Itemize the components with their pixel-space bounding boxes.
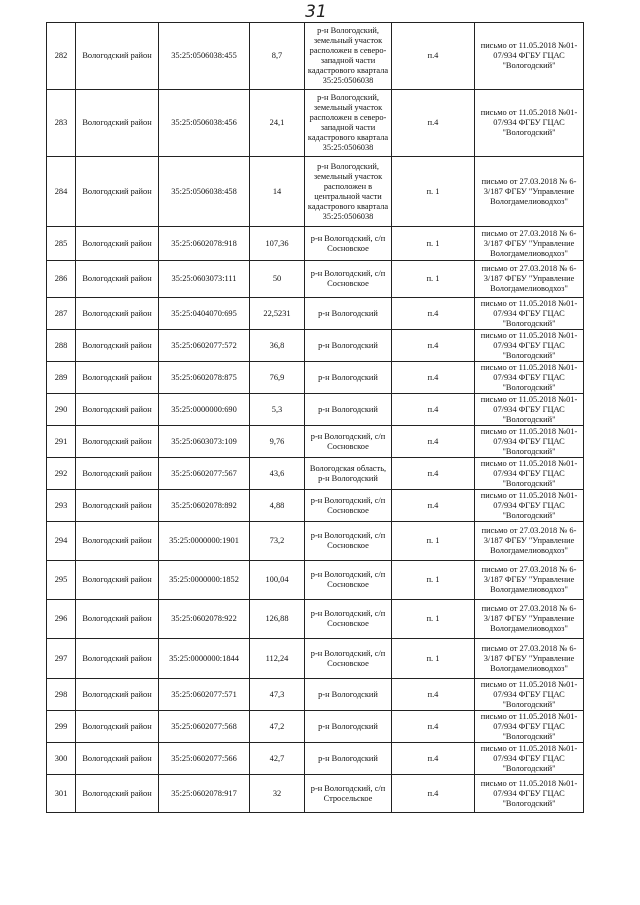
row-number-cell: 283 <box>47 90 76 157</box>
district-cell: Вологодский район <box>76 227 159 261</box>
area-cell: 14 <box>250 157 305 227</box>
row-number-cell: 282 <box>47 23 76 90</box>
table-row <box>47 157 584 227</box>
document-cell: письмо от 11.05.2018 №01-07/934 ФГБУ ГЦАС "Вологодский" <box>475 711 584 743</box>
row-number-cell: 284 <box>47 157 76 227</box>
district-cell: Вологодский район <box>76 261 159 298</box>
table-row <box>47 775 584 813</box>
location-cell: р-н Вологодский, с/п Стросельское <box>305 775 392 813</box>
point-cell: п.4 <box>392 743 475 775</box>
district-cell: Вологодский район <box>76 157 159 227</box>
document-cell: письмо от 11.05.2018 №01-07/934 ФГБУ ГЦАС "Вологодский" <box>475 362 584 394</box>
cadastral-number-cell: 35:25:0602077:572 <box>159 330 250 362</box>
point-cell: п.4 <box>392 711 475 743</box>
table-row <box>47 490 584 522</box>
table-row <box>47 639 584 679</box>
document-cell: письмо от 11.05.2018 №01-07/934 ФГБУ ГЦАС "Вологодский" <box>475 458 584 490</box>
area-cell: 4,88 <box>250 490 305 522</box>
cadastral-number-cell: 35:25:0602078:892 <box>159 490 250 522</box>
area-cell: 47,3 <box>250 679 305 711</box>
table-row <box>47 561 584 600</box>
point-cell: п. 1 <box>392 639 475 679</box>
row-number-cell: 288 <box>47 330 76 362</box>
location-cell: р-н Вологодский, с/п Сосновское <box>305 522 392 561</box>
cadastral-number-cell: 35:25:0602078:918 <box>159 227 250 261</box>
row-number-cell: 287 <box>47 298 76 330</box>
table-row <box>47 426 584 458</box>
district-cell: Вологодский район <box>76 426 159 458</box>
district-cell: Вологодский район <box>76 330 159 362</box>
point-cell: п.4 <box>392 490 475 522</box>
area-cell: 47,2 <box>250 711 305 743</box>
row-number-cell: 290 <box>47 394 76 426</box>
area-cell: 107,36 <box>250 227 305 261</box>
row-number-cell: 298 <box>47 679 76 711</box>
cadastral-number-cell: 35:25:0506038:456 <box>159 90 250 157</box>
table-row <box>47 298 584 330</box>
table-row <box>47 394 584 426</box>
cadastral-number-cell: 35:25:0602077:571 <box>159 679 250 711</box>
cadastral-number-cell: 35:25:0602077:567 <box>159 458 250 490</box>
table-row <box>47 227 584 261</box>
cadastral-number-cell: 35:25:0000000:1844 <box>159 639 250 679</box>
area-cell: 112,24 <box>250 639 305 679</box>
district-cell: Вологодский район <box>76 561 159 600</box>
cadastral-number-cell: 35:25:0602078:875 <box>159 362 250 394</box>
cadastral-number-cell: 35:25:0000000:1901 <box>159 522 250 561</box>
area-cell: 42,7 <box>250 743 305 775</box>
point-cell: п.4 <box>392 458 475 490</box>
table-row <box>47 522 584 561</box>
row-number-cell: 285 <box>47 227 76 261</box>
cadastral-number-cell: 35:25:0404070:695 <box>159 298 250 330</box>
location-cell: р-н Вологодский <box>305 679 392 711</box>
point-cell: п.4 <box>392 426 475 458</box>
land-plots-table <box>46 22 584 813</box>
area-cell: 100,04 <box>250 561 305 600</box>
cadastral-number-cell: 35:25:0602078:917 <box>159 775 250 813</box>
cadastral-number-cell: 35:25:0602077:566 <box>159 743 250 775</box>
point-cell: п.4 <box>392 90 475 157</box>
point-cell: п.4 <box>392 298 475 330</box>
cadastral-number-cell: 35:25:0602077:568 <box>159 711 250 743</box>
document-cell: письмо от 11.05.2018 №01-07/934 ФГБУ ГЦАС "Вологодский" <box>475 490 584 522</box>
location-cell: р-н Вологодский, с/п Сосновское <box>305 426 392 458</box>
district-cell: Вологодский район <box>76 522 159 561</box>
document-cell: письмо от 11.05.2018 №01-07/934 ФГБУ ГЦАС "Вологодский" <box>475 90 584 157</box>
cadastral-number-cell: 35:25:0000000:690 <box>159 394 250 426</box>
location-cell: р-н Вологодский, с/п Сосновское <box>305 261 392 298</box>
row-number-cell: 291 <box>47 426 76 458</box>
document-cell: письмо от 27.03.2018 № 6-3/187 ФГБУ "Управление Вологдамелиоводхоз" <box>475 261 584 298</box>
location-cell: р-н Вологодский <box>305 330 392 362</box>
table-row <box>47 330 584 362</box>
document-cell: письмо от 11.05.2018 №01-07/934 ФГБУ ГЦАС "Вологодский" <box>475 298 584 330</box>
district-cell: Вологодский район <box>76 679 159 711</box>
district-cell: Вологодский район <box>76 775 159 813</box>
location-cell: р-н Вологодский, с/п Сосновское <box>305 600 392 639</box>
row-number-cell: 292 <box>47 458 76 490</box>
point-cell: п.4 <box>392 394 475 426</box>
document-cell: письмо от 27.03.2018 № 6-3/187 ФГБУ "Управление Вологдамелиоводхоз" <box>475 227 584 261</box>
table-row <box>47 711 584 743</box>
point-cell: п. 1 <box>392 261 475 298</box>
point-cell: п. 1 <box>392 600 475 639</box>
document-cell: письмо от 27.03.2018 № 6-3/187 ФГБУ "Управление Вологдамелиоводхоз" <box>475 639 584 679</box>
table-row <box>47 458 584 490</box>
location-cell: Вологодская область, р-н Вологодский <box>305 458 392 490</box>
district-cell: Вологодский район <box>76 458 159 490</box>
area-cell: 43,6 <box>250 458 305 490</box>
point-cell: п. 1 <box>392 157 475 227</box>
table-row <box>47 90 584 157</box>
row-number-cell: 299 <box>47 711 76 743</box>
location-cell: р-н Вологодский, земельный участок расположен в центральной части кадастрового квартала 35:25:0506038 <box>305 157 392 227</box>
row-number-cell: 300 <box>47 743 76 775</box>
area-cell: 36,8 <box>250 330 305 362</box>
location-cell: р-н Вологодский <box>305 362 392 394</box>
area-cell: 76,9 <box>250 362 305 394</box>
document-cell: письмо от 27.03.2018 № 6-3/187 ФГБУ "Управление Вологдамелиоводхоз" <box>475 157 584 227</box>
row-number-cell: 286 <box>47 261 76 298</box>
location-cell: р-н Вологодский, земельный участок расположен в северо-западной части кадастрового квартала 35:25:0506038 <box>305 23 392 90</box>
point-cell: п. 1 <box>392 561 475 600</box>
document-cell: письмо от 11.05.2018 №01-07/934 ФГБУ ГЦАС "Вологодский" <box>475 775 584 813</box>
cadastral-number-cell: 35:25:0506038:455 <box>159 23 250 90</box>
table-row <box>47 743 584 775</box>
point-cell: п. 1 <box>392 227 475 261</box>
document-cell: письмо от 11.05.2018 №01-07/934 ФГБУ ГЦАС "Вологодский" <box>475 743 584 775</box>
table-row <box>47 679 584 711</box>
point-cell: п.4 <box>392 775 475 813</box>
location-cell: р-н Вологодский, с/п Сосновское <box>305 227 392 261</box>
cadastral-number-cell: 35:25:0000000:1852 <box>159 561 250 600</box>
district-cell: Вологодский район <box>76 600 159 639</box>
location-cell: р-н Вологодский <box>305 711 392 743</box>
area-cell: 73,2 <box>250 522 305 561</box>
document-cell: письмо от 11.05.2018 №01-07/934 ФГБУ ГЦАС "Вологодский" <box>475 679 584 711</box>
location-cell: р-н Вологодский <box>305 394 392 426</box>
point-cell: п.4 <box>392 362 475 394</box>
point-cell: п. 1 <box>392 522 475 561</box>
row-number-cell: 301 <box>47 775 76 813</box>
area-cell: 9,76 <box>250 426 305 458</box>
table-row <box>47 362 584 394</box>
page-number: 31 <box>305 2 327 22</box>
document-cell: письмо от 27.03.2018 № 6-3/187 ФГБУ "Управление Вологдамелиоводхоз" <box>475 561 584 600</box>
location-cell: р-н Вологодский, с/п Сосновское <box>305 490 392 522</box>
point-cell: п.4 <box>392 23 475 90</box>
row-number-cell: 293 <box>47 490 76 522</box>
document-cell: письмо от 27.03.2018 № 6-3/187 ФГБУ "Управление Вологдамелиоводхоз" <box>475 600 584 639</box>
area-cell: 5,3 <box>250 394 305 426</box>
table-row <box>47 600 584 639</box>
cadastral-number-cell: 35:25:0602078:922 <box>159 600 250 639</box>
row-number-cell: 297 <box>47 639 76 679</box>
row-number-cell: 294 <box>47 522 76 561</box>
document-cell: письмо от 11.05.2018 №01-07/934 ФГБУ ГЦАС "Вологодский" <box>475 426 584 458</box>
point-cell: п.4 <box>392 330 475 362</box>
location-cell: р-н Вологодский, с/п Сосновское <box>305 639 392 679</box>
area-cell: 8,7 <box>250 23 305 90</box>
table-body <box>47 23 584 813</box>
table-row <box>47 261 584 298</box>
location-cell: р-н Вологодский <box>305 298 392 330</box>
district-cell: Вологодский район <box>76 743 159 775</box>
district-cell: Вологодский район <box>76 298 159 330</box>
row-number-cell: 295 <box>47 561 76 600</box>
district-cell: Вологодский район <box>76 394 159 426</box>
row-number-cell: 296 <box>47 600 76 639</box>
location-cell: р-н Вологодский, земельный участок расположен в северо-западной части кадастрового квартала 35:25:0506038 <box>305 90 392 157</box>
district-cell: Вологодский район <box>76 23 159 90</box>
area-cell: 126,88 <box>250 600 305 639</box>
cadastral-number-cell: 35:25:0506038:458 <box>159 157 250 227</box>
area-cell: 50 <box>250 261 305 298</box>
district-cell: Вологодский район <box>76 362 159 394</box>
area-cell: 22,5231 <box>250 298 305 330</box>
district-cell: Вологодский район <box>76 90 159 157</box>
document-cell: письмо от 27.03.2018 № 6-3/187 ФГБУ "Управление Вологдамелиоводхоз" <box>475 522 584 561</box>
cadastral-number-cell: 35:25:0603073:109 <box>159 426 250 458</box>
district-cell: Вологодский район <box>76 490 159 522</box>
location-cell: р-н Вологодский <box>305 743 392 775</box>
row-number-cell: 289 <box>47 362 76 394</box>
point-cell: п.4 <box>392 679 475 711</box>
area-cell: 24,1 <box>250 90 305 157</box>
district-cell: Вологодский район <box>76 639 159 679</box>
document-cell: письмо от 11.05.2018 №01-07/934 ФГБУ ГЦАС "Вологодский" <box>475 330 584 362</box>
document-cell: письмо от 11.05.2018 №01-07/934 ФГБУ ГЦАС "Вологодский" <box>475 394 584 426</box>
table-row <box>47 23 584 90</box>
document-cell: письмо от 11.05.2018 №01-07/934 ФГБУ ГЦАС "Вологодский" <box>475 23 584 90</box>
location-cell: р-н Вологодский, с/п Сосновское <box>305 561 392 600</box>
district-cell: Вологодский район <box>76 711 159 743</box>
area-cell: 32 <box>250 775 305 813</box>
cadastral-number-cell: 35:25:0603073:111 <box>159 261 250 298</box>
